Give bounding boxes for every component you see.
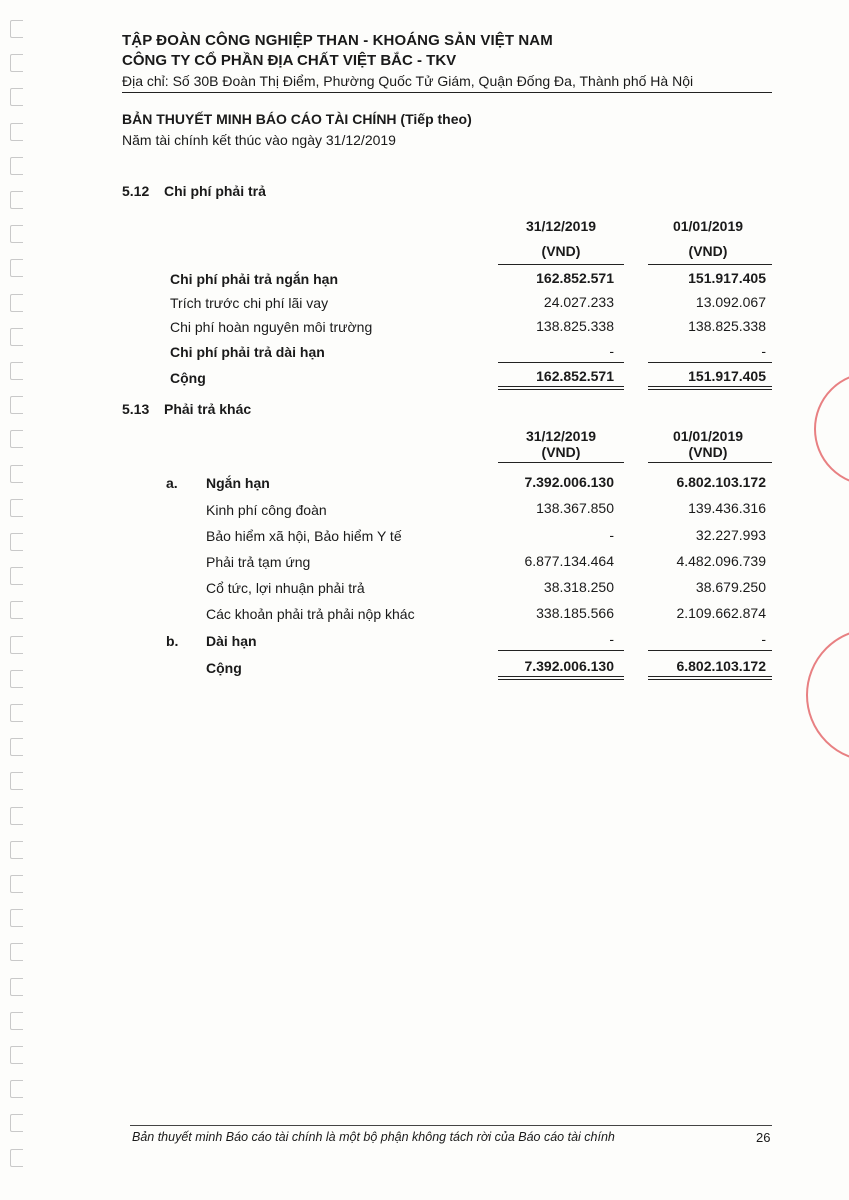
binder-hole	[10, 225, 23, 243]
company-stamp-partial	[814, 372, 849, 486]
s513-total-rule	[498, 679, 624, 680]
s512-row-v2: 138.825.338	[688, 318, 766, 334]
s513-col1-unit: (VND)	[541, 444, 581, 460]
binder-hole	[10, 191, 23, 209]
binder-hole	[10, 533, 23, 551]
binder-hole	[10, 909, 23, 927]
footer-divider	[130, 1125, 772, 1126]
s513-col1-rule	[498, 462, 624, 463]
section-512-title: Chi phí phải trả	[164, 183, 266, 199]
s512-row-v2: 151.917.405	[688, 270, 766, 286]
s512-subtotal-rule	[648, 362, 772, 363]
binder-hole	[10, 601, 23, 619]
s513-row-v2: 32.227.993	[695, 527, 766, 543]
binder-hole	[10, 875, 23, 893]
s513-marker-a: a.	[166, 475, 178, 491]
s512-total-rule	[498, 389, 624, 390]
s512-col2-date: 01/01/2019	[672, 218, 744, 234]
s512-row-label: Trích trước chi phí lãi vay	[170, 295, 329, 311]
company-address: Địa chỉ: Số 30B Đoàn Thị Điểm, Phường Quốc Tử Giám, Quận Đống Đa, Thành phố Hà Nội	[122, 73, 694, 89]
binder-hole	[10, 1149, 23, 1167]
s512-row-v1: 24.027.233	[543, 294, 614, 310]
s513-row-label: Bảo hiểm xã hội, Bảo hiểm Y tế	[206, 528, 402, 544]
s513-row-v2: -	[761, 631, 766, 647]
s513-total-v2: 6.802.103.172	[676, 658, 766, 674]
binder-hole	[10, 1114, 23, 1132]
s512-total-rule	[648, 386, 772, 387]
s513-col2-date: 01/01/2019	[672, 428, 744, 444]
binder-hole	[10, 54, 23, 72]
s512-col1-unit: (VND)	[541, 243, 581, 259]
s513-total-v1: 7.392.006.130	[524, 658, 614, 674]
document-subtitle: Năm tài chính kết thúc vào ngày 31/12/2019	[122, 132, 396, 148]
s512-col2-rule	[648, 264, 772, 265]
s512-col1-rule	[498, 264, 624, 265]
section-513-title: Phải trả khác	[164, 401, 252, 417]
s513-row-v2: 139.436.316	[688, 500, 766, 516]
binder-hole	[10, 157, 23, 175]
binder-hole	[10, 259, 23, 277]
s513-row-v2: 2.109.662.874	[676, 605, 766, 621]
s513-marker-b: b.	[166, 633, 179, 649]
s512-row-label: Chi phí hoàn nguyên môi trường	[170, 319, 373, 335]
s513-row-v2: 4.482.096.739	[676, 553, 766, 569]
binder-hole	[10, 943, 23, 961]
binder-hole	[10, 88, 23, 106]
s513-row-label: Kinh phí công đoàn	[206, 502, 327, 518]
s512-row-v1: -	[609, 343, 614, 359]
section-513-number: 5.13	[122, 401, 150, 417]
s513-row-label: Cổ tức, lợi nhuận phải trả	[206, 580, 365, 596]
s513-row-v1: 7.392.006.130	[524, 474, 614, 490]
document-title: BẢN THUYẾT MINH BÁO CÁO TÀI CHÍNH (Tiếp theo)	[122, 111, 472, 127]
s513-row-v1: 38.318.250	[543, 579, 614, 595]
s513-col2-unit: (VND)	[688, 444, 728, 460]
binder-hole	[10, 636, 23, 654]
s513-total-rule	[498, 676, 624, 677]
binder-hole	[10, 704, 23, 722]
binder-hole	[10, 328, 23, 346]
header-divider	[122, 92, 772, 93]
s513-row-v1: 138.367.850	[536, 500, 614, 516]
s513-row-label: Các khoản phải trả phải nộp khác	[206, 606, 415, 622]
binder-hole	[10, 430, 23, 448]
company-name: CÔNG TY CỔ PHẦN ĐỊA CHẤT VIỆT BẮC - TKV	[122, 52, 457, 69]
binder-hole	[10, 1080, 23, 1098]
s513-col2-rule	[648, 462, 772, 463]
s512-total-v2: 151.917.405	[688, 368, 766, 384]
binder-hole	[10, 670, 23, 688]
binder-hole	[10, 807, 23, 825]
s513-row-v2: 38.679.250	[695, 579, 766, 595]
footer-note: Bản thuyết minh Báo cáo tài chính là một bộ phận không tách rời của Báo cáo tài chính	[132, 1130, 615, 1144]
binder-hole	[10, 396, 23, 414]
company-stamp-partial	[806, 628, 849, 762]
s512-row-label: Chi phí phải trả ngắn hạn	[170, 271, 338, 287]
s513-col1-date: 31/12/2019	[525, 428, 597, 444]
s512-col2-unit: (VND)	[688, 243, 728, 259]
page-number: 26	[756, 1130, 771, 1145]
binder-hole	[10, 567, 23, 585]
s512-total-rule	[498, 386, 624, 387]
s513-subtotal-rule	[498, 650, 624, 651]
section-512-number: 5.12	[122, 183, 150, 199]
s512-row-v2: -	[761, 343, 766, 359]
s512-col1-date: 31/12/2019	[525, 218, 597, 234]
binder-hole	[10, 294, 23, 312]
binder-hole	[10, 20, 23, 38]
binder-hole	[10, 772, 23, 790]
binder-hole	[10, 362, 23, 380]
s513-total-label: Cộng	[206, 660, 242, 676]
s513-row-v1: 338.185.566	[536, 605, 614, 621]
s513-total-rule	[648, 679, 772, 680]
s512-total-v1: 162.852.571	[536, 368, 614, 384]
s512-row-v1: 162.852.571	[536, 270, 614, 286]
s513-row-label: Ngắn hạn	[206, 475, 270, 491]
s513-row-label: Dài hạn	[206, 633, 257, 649]
s513-row-label: Phải trả tạm ứng	[206, 554, 311, 570]
s513-subtotal-rule	[648, 650, 772, 651]
s512-row-v1: 138.825.338	[536, 318, 614, 334]
s513-row-v1: -	[609, 527, 614, 543]
s512-row-label: Chi phí phải trả dài hạn	[170, 344, 325, 360]
s512-row-v2: 13.092.067	[695, 294, 766, 310]
s513-row-v1: -	[609, 631, 614, 647]
binder-hole	[10, 1012, 23, 1030]
s513-row-v1: 6.877.134.464	[524, 553, 614, 569]
s512-total-rule	[648, 389, 772, 390]
group-name: TẬP ĐOÀN CÔNG NGHIỆP THAN - KHOÁNG SẢN VIỆT NAM	[122, 32, 553, 49]
s512-subtotal-rule	[498, 362, 624, 363]
s513-row-v2: 6.802.103.172	[676, 474, 766, 490]
binder-hole	[10, 978, 23, 996]
binder-hole	[10, 465, 23, 483]
s512-total-label: Cộng	[170, 370, 206, 386]
binder-hole	[10, 1046, 23, 1064]
binder-hole	[10, 841, 23, 859]
binder-hole	[10, 499, 23, 517]
binder-hole	[10, 123, 23, 141]
s513-total-rule	[648, 676, 772, 677]
binder-hole	[10, 738, 23, 756]
